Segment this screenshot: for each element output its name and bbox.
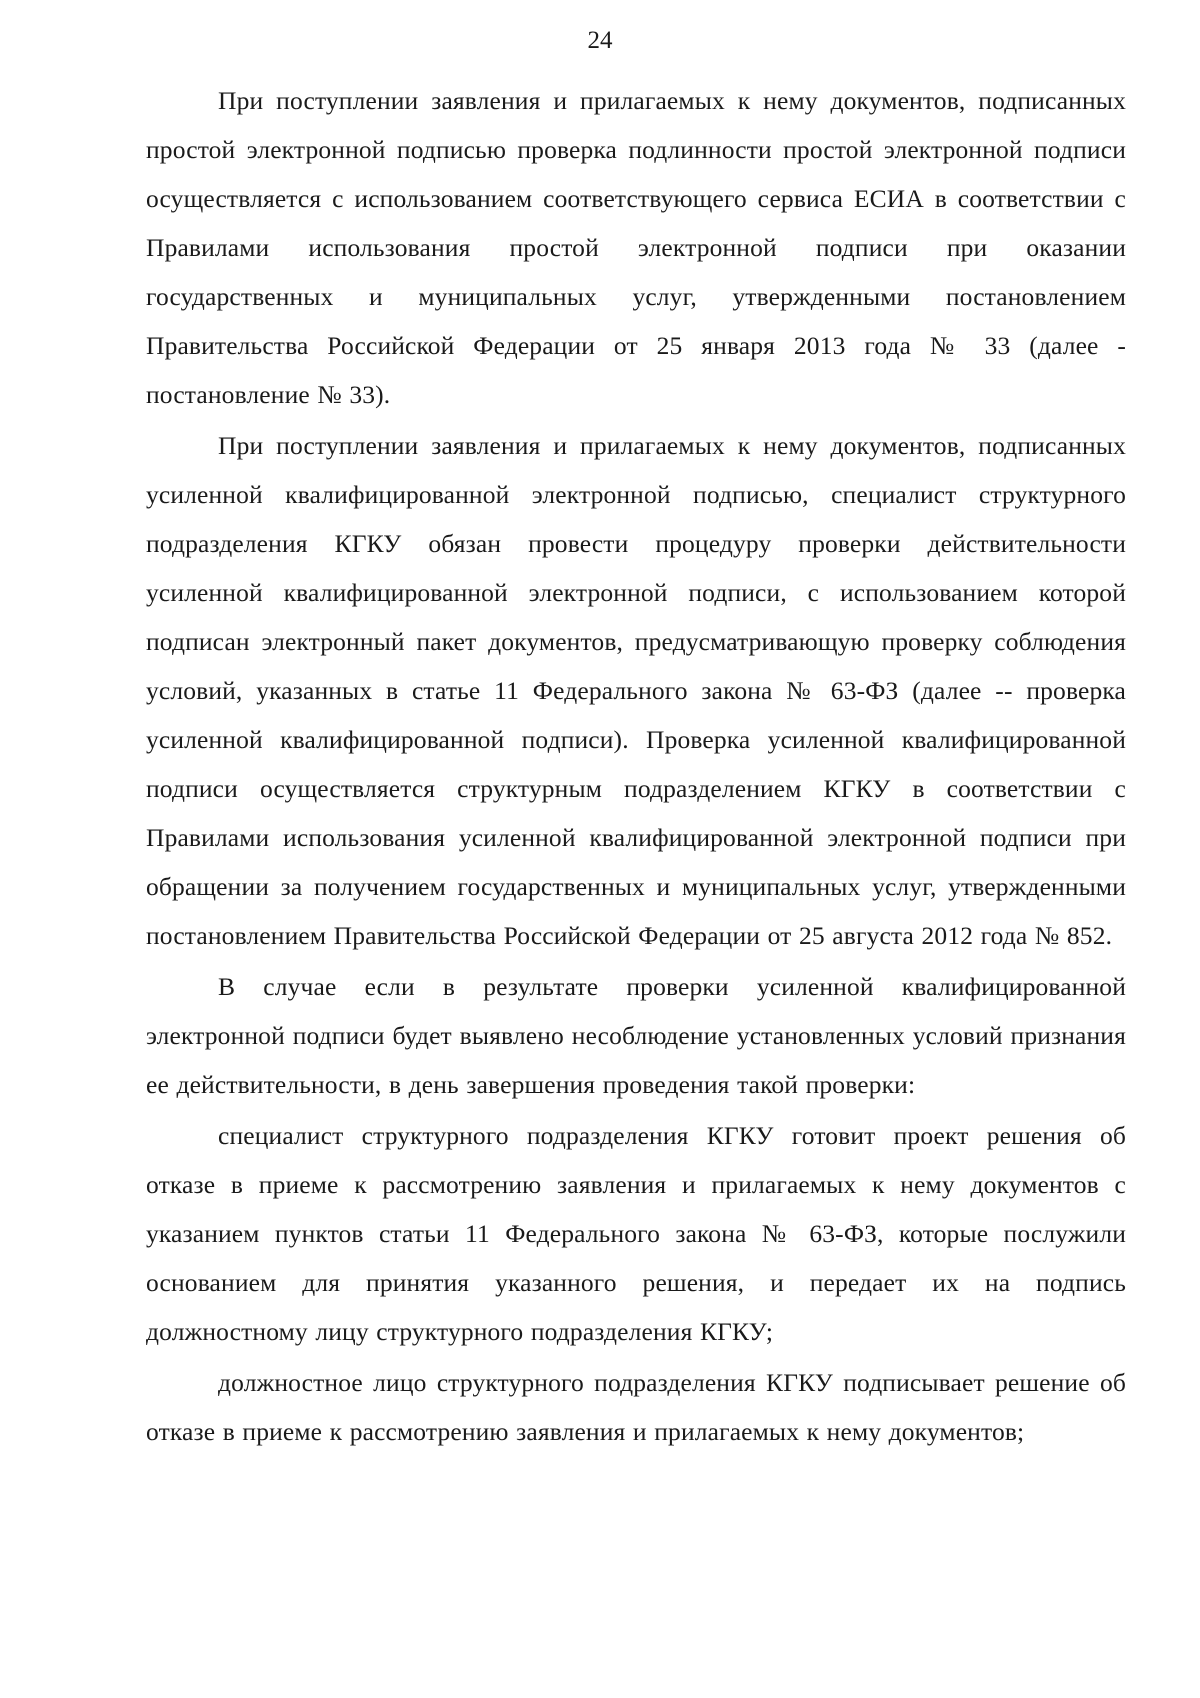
- paragraph-specialist-prepares-refusal: специалист структурного подразделения КГКУ готовит проект решения об отказе в приеме к рассмотрению заявления и прилагаемых к нему документов с указанием пунктов статьи 11 Федерального закона № 63-ФЗ, которые послужили основанием для принятия указанного решения, и передает их на подпись должностному лицу структурного подразделения КГКУ;: [146, 1121, 1126, 1346]
- paragraph-signature-invalid-case: В случае если в результате проверки усиленной квалифицированной электронной подписи будет выявлено несоблюдение установленных условий признания ее действительности, в день завершения проведения такой проверки:: [146, 972, 1126, 1099]
- document-body: [146, 76, 1126, 1458]
- paragraph-simple-signature-check: При поступлении заявления и прилагаемых к нему документов, подписанных простой электронной подписью проверка подлинности простой электронной подписи осуществляется с использованием соответствующего сервиса ЕСИА в соответствии с Правилами использования простой электронной подписи при оказании государственных и муниципальных услуг, утвержденными постановлением Правительства Российской Федерации от 25 января 2013 года № 33 (далее - постановление № 33).: [146, 86, 1126, 409]
- paragraph-official-signs-refusal: должностное лицо структурного подразделения КГКУ подписывает решение об отказе в приеме к рассмотрению заявления и прилагаемых к нему документов;: [146, 1368, 1126, 1446]
- paragraph-qualified-signature-check: При поступлении заявления и прилагаемых к нему документов, подписанных усиленной квалифицированной электронной подписью, специалист структурного подразделения КГКУ обязан провести процедуру проверки действительности усиленной квалифицированной электронной подписи, с использованием которой подписан электронный пакет документов, предусматривающую проверку соблюдения условий, указанных в статье 11 Федерального закона № 63-ФЗ (далее -- проверка усиленной квалифицированной подписи). Проверка усиленной квалифицированной подписи осуществляется структурным подразделением КГКУ в соответствии с Правилами использования усиленной квалифицированной электронной подписи при обращении за получением государственных и муниципальных услуг, утвержденными постановлением Правительства Российской Федерации от 25 августа 2012 года № 852.: [146, 431, 1126, 950]
- page-number: 24: [587, 27, 613, 54]
